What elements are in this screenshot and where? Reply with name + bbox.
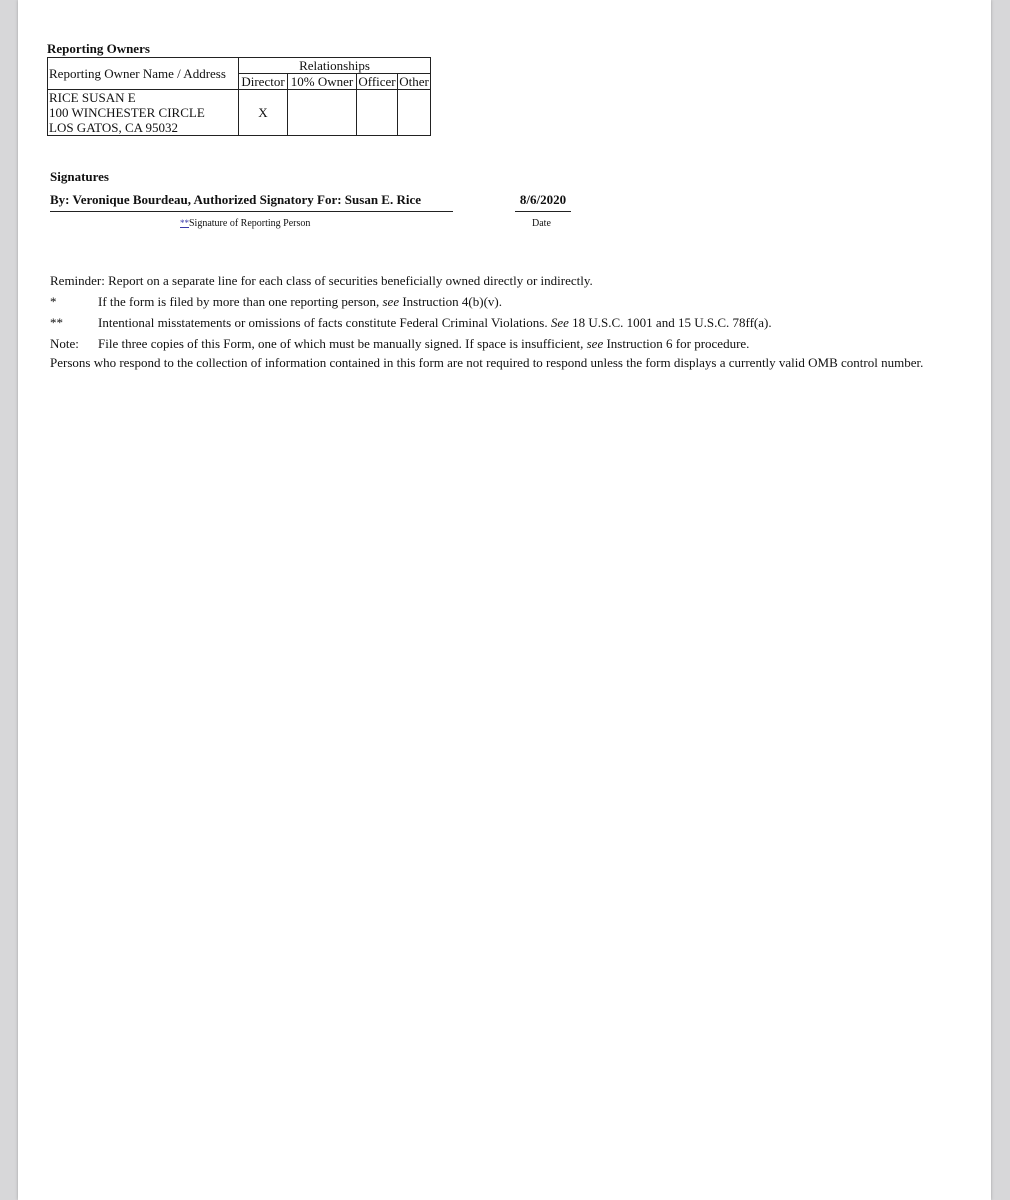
note-text-a: File three copies of this Form, one of which must be manually signed. If space is insufficient,	[98, 336, 587, 351]
single-star-note	[50, 291, 950, 312]
double-star-text-a: Intentional misstatements or omissions of facts constitute Federal Criminal Violations.	[98, 315, 551, 330]
reminder-text: Reminder: Report on a separate line for each class of securities beneficially owned directly or indirectly.	[50, 273, 593, 288]
signature-date: 8/6/2020	[515, 192, 571, 212]
officer-header: Officer	[358, 74, 396, 89]
double-star-text-em: See	[550, 315, 569, 330]
single-star-text-em: see	[382, 294, 400, 309]
ten-percent-owner-header: 10% Owner	[288, 74, 357, 90]
owner-name: RICE SUSAN E	[49, 90, 136, 105]
note-marker: Note:	[50, 336, 79, 351]
table-row	[48, 90, 431, 136]
document-page	[18, 0, 991, 1200]
reporting-owners-title: Reporting Owners	[47, 41, 150, 56]
single-star-text	[98, 291, 502, 312]
officer-cell	[357, 90, 398, 136]
note-text-b: Instruction 6 for procedure.	[603, 336, 750, 351]
other-cell	[398, 90, 431, 136]
double-star-note	[50, 312, 950, 333]
note-text	[98, 333, 749, 354]
file-copies-note	[50, 333, 950, 354]
other-header: Other	[399, 74, 429, 89]
note-text-em: see	[586, 336, 604, 351]
name-address-header: Reporting Owner Name / Address	[48, 58, 239, 90]
footnotes	[50, 270, 950, 371]
owner-address-line1: 100 WINCHESTER CIRCLE	[49, 105, 205, 120]
double-star-marker: **	[50, 315, 63, 330]
double-star-text-b: 18 U.S.C. 1001 and 15 U.S.C. 78ff(a).	[568, 315, 772, 330]
relationships-header: Relationships	[239, 58, 431, 74]
double-star-text	[98, 312, 772, 333]
signature-caption	[180, 218, 310, 229]
footnote-stars-link[interactable]: **	[180, 218, 189, 228]
table-header-row	[48, 58, 431, 74]
director-cell: X	[239, 90, 288, 136]
single-star-marker: *	[50, 294, 57, 309]
single-star-text-a: If the form is filed by more than one reporting person,	[98, 294, 383, 309]
date-caption: Date	[532, 218, 551, 229]
ten-percent-owner-cell	[288, 90, 357, 136]
signature-by-line: By: Veronique Bourdeau, Authorized Signatory For: Susan E. Rice	[50, 192, 453, 212]
omb-notice: Persons who respond to the collection of information contained in this form are not required to respond unless the form displays a currently valid OMB control number.	[50, 355, 924, 370]
signatures-title: Signatures	[50, 169, 109, 184]
owner-address-line2: LOS GATOS, CA 95032	[49, 120, 179, 135]
signature-caption-text: Signature of Reporting Person	[189, 218, 311, 229]
director-header: Director	[239, 74, 288, 90]
single-star-text-b: Instruction 4(b)(v).	[399, 294, 502, 309]
owner-name-address	[48, 90, 239, 136]
reminder-line	[50, 270, 950, 291]
reporting-owners-table	[47, 57, 431, 136]
